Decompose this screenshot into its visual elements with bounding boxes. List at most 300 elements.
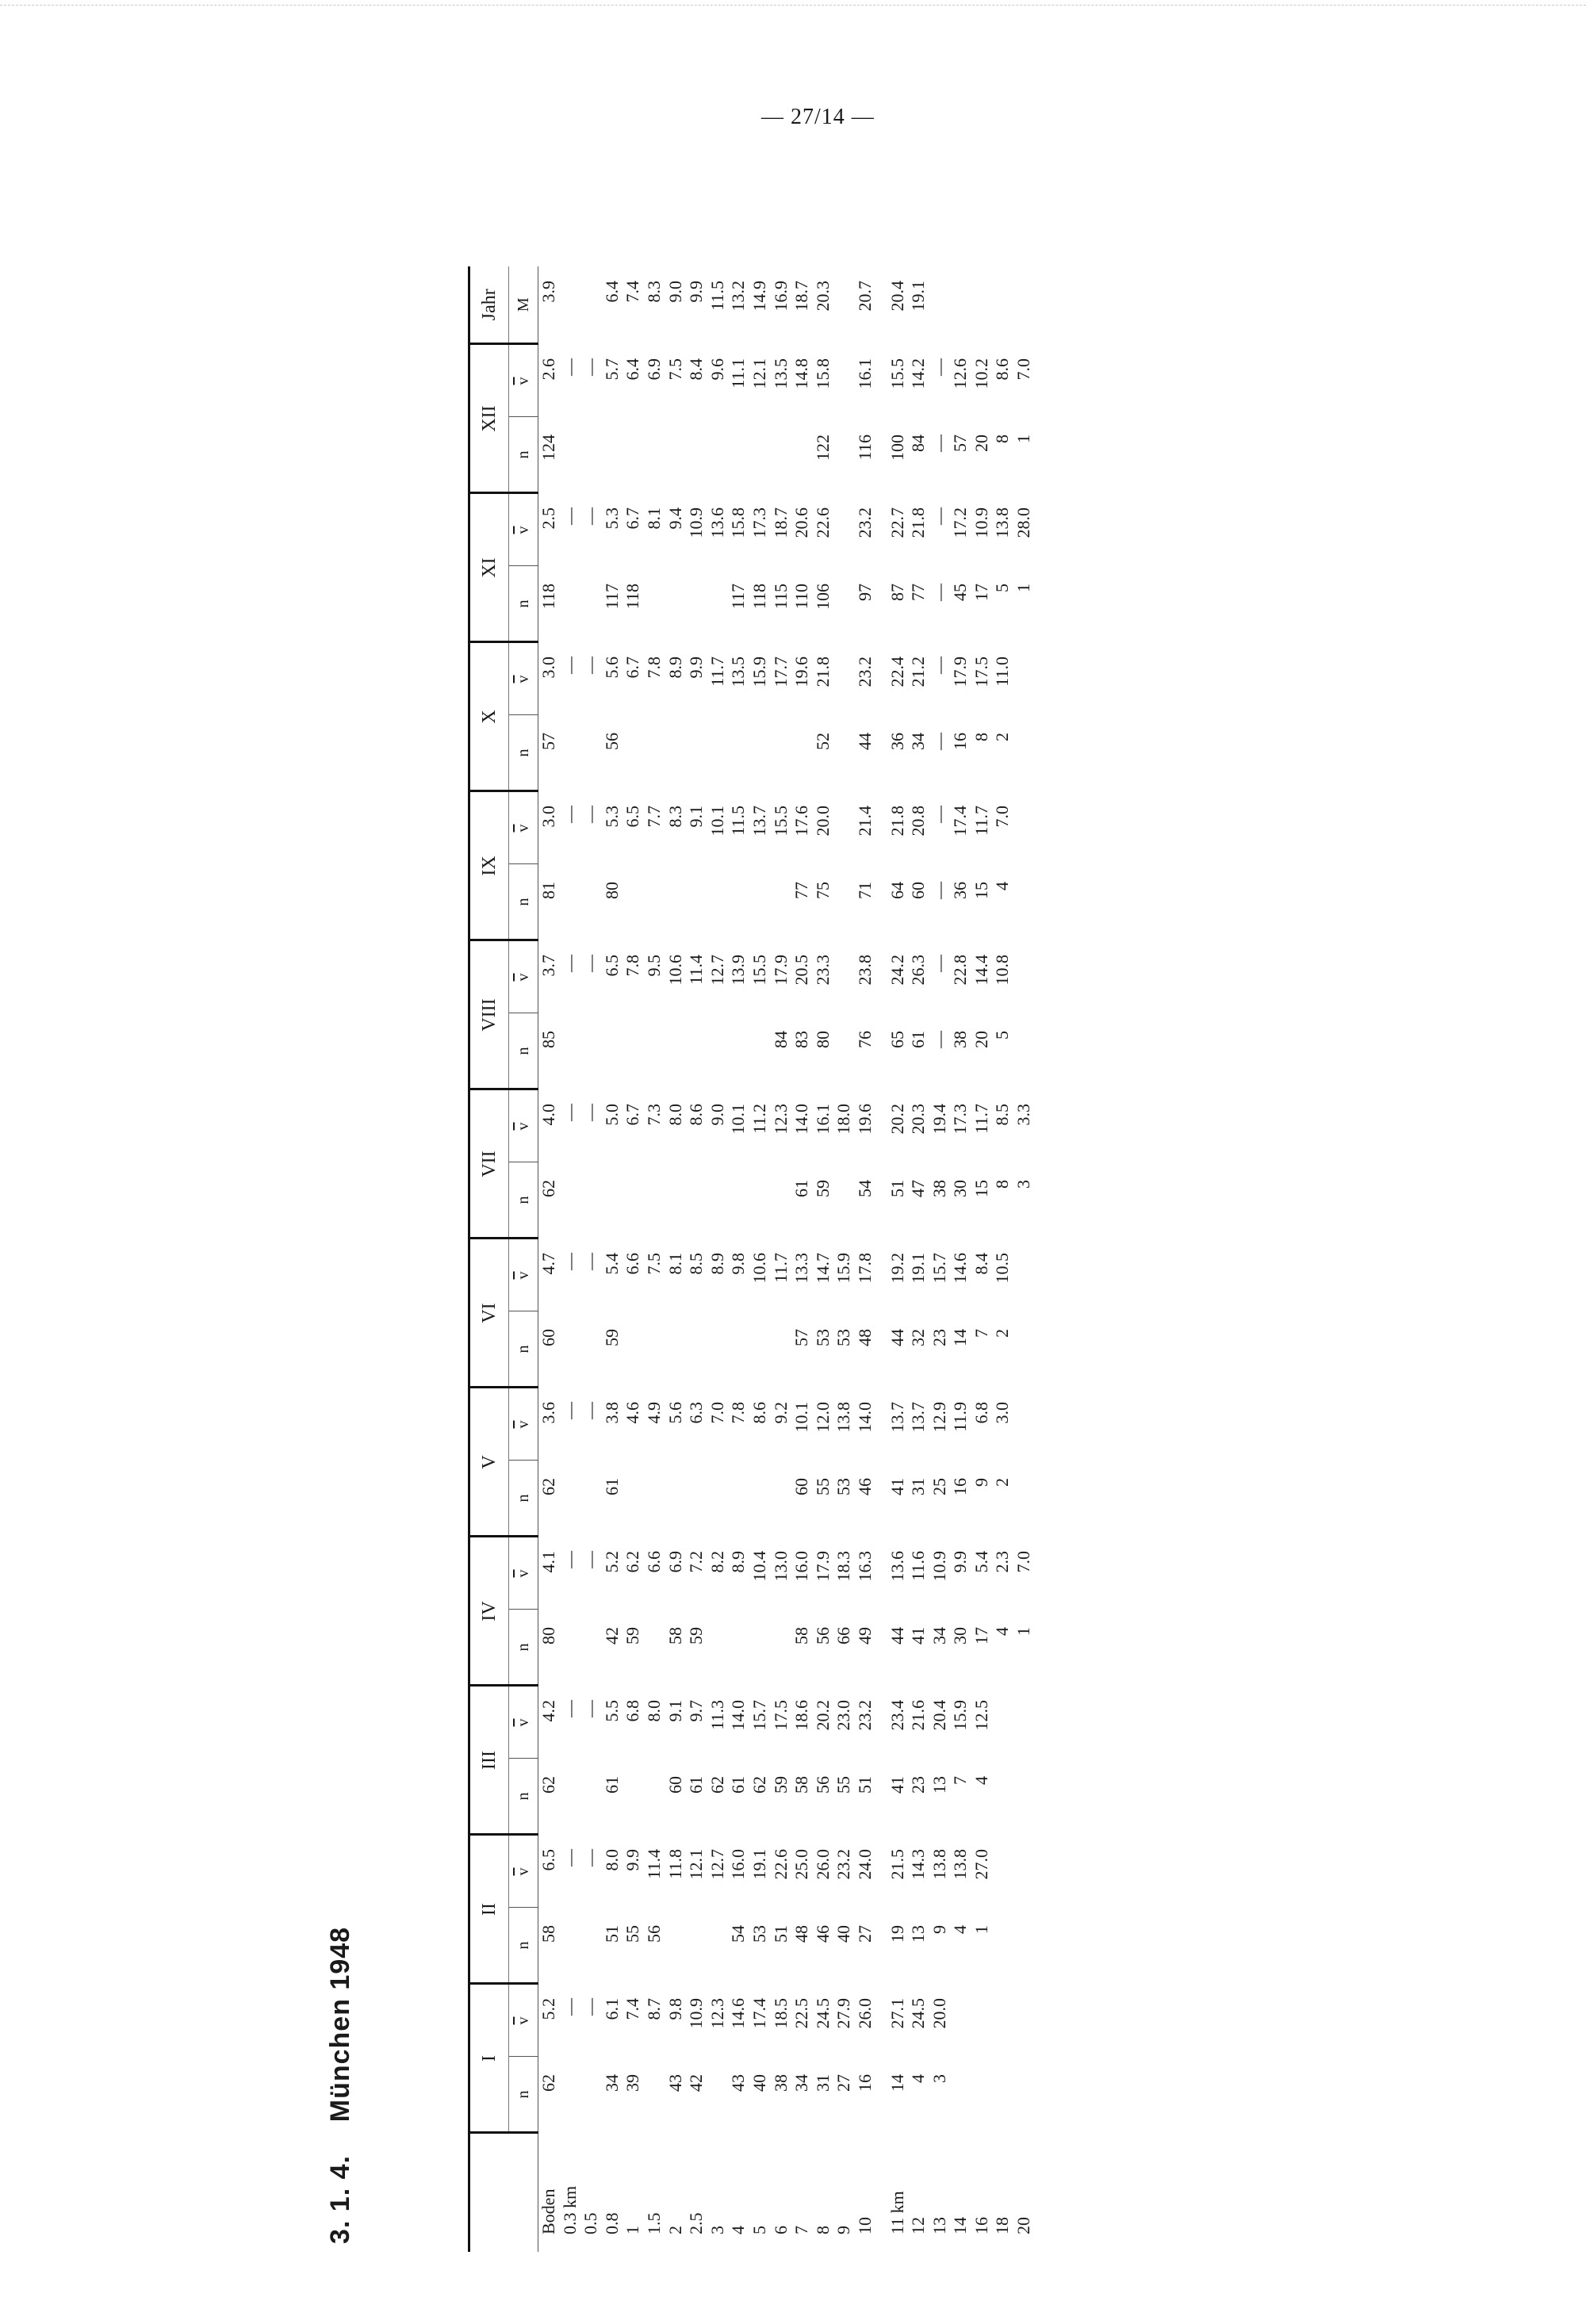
n-cell: [560, 1610, 581, 1686]
v-cell: 6.7: [623, 507, 643, 530]
v-cell: 6.7: [623, 1104, 643, 1126]
level-cell: 12: [908, 2217, 929, 2234]
n-cell: 77: [908, 584, 929, 601]
v-cell: 23.8: [854, 955, 875, 986]
n-cell: 118: [749, 584, 769, 610]
n-subheader: n: [509, 417, 538, 493]
v-cell: 7.0: [1013, 1551, 1034, 1573]
v-cell: 23.2: [854, 507, 875, 538]
v-cell: 7.5: [665, 358, 685, 381]
v-cell: 12.3: [707, 1998, 727, 2029]
v-cell: 8.1: [643, 507, 664, 530]
n-cell: [644, 715, 665, 791]
n-cell: 9: [971, 1478, 991, 1487]
v-cell: 20.2: [887, 1104, 907, 1135]
v-cell: 7.8: [728, 1402, 749, 1424]
v-cell: 20.3: [908, 1104, 929, 1135]
year-mean-cell: 16.9: [770, 281, 791, 312]
month-header: VIII: [469, 940, 509, 1089]
n-cell: 9: [929, 1925, 949, 1934]
v-cell: 15.5: [749, 955, 769, 986]
v-cell: 13.0: [770, 1551, 791, 1582]
v-cell: 10.6: [665, 955, 685, 986]
n-cell: 8: [992, 1180, 1013, 1189]
v-cell: 24.5: [908, 1998, 929, 2029]
n-cell: [707, 1610, 729, 1686]
level-cell: 10: [854, 2217, 875, 2234]
v-cell: —: [580, 1253, 601, 1270]
n-cell: 13: [929, 1776, 949, 1794]
v-cell: 6.5: [538, 1849, 558, 1871]
v-cell: [1013, 940, 1035, 1013]
v-cell: [1013, 1388, 1035, 1461]
v-cell: 12.0: [812, 1402, 833, 1433]
n-cell: 2: [992, 733, 1013, 741]
v-cell: 23.3: [812, 955, 833, 986]
v-cell: 9.9: [623, 1849, 643, 1871]
n-cell: 56: [601, 733, 622, 750]
n-cell: 30: [950, 1180, 971, 1197]
level-cell: 0.5: [580, 2212, 601, 2234]
v-cell: 13.8: [833, 1402, 854, 1433]
n-cell: 8: [971, 733, 991, 741]
n-cell: [833, 864, 855, 940]
v-cell: 13.6: [707, 507, 727, 538]
year-mean-cell: 20.4: [887, 281, 907, 312]
n-cell: [728, 864, 749, 940]
n-cell: [728, 1013, 749, 1089]
table-row: [602, 266, 623, 2252]
n-cell: [644, 864, 665, 940]
v-cell: 8.3: [665, 806, 685, 828]
n-cell: 44: [887, 1627, 907, 1644]
n-cell: 14: [950, 1329, 971, 1346]
n-cell: 65: [887, 1031, 907, 1048]
v-cell: —: [559, 358, 580, 376]
n-cell: 51: [887, 1180, 907, 1197]
v-cell: 8.0: [643, 1700, 664, 1722]
n-cell: [665, 864, 687, 940]
v-cell: 8.7: [643, 1998, 664, 2020]
n-cell: [1013, 1759, 1035, 1835]
v-cell: 12.3: [770, 1104, 791, 1135]
v-cell: 11.6: [908, 1551, 929, 1581]
n-cell: 87: [887, 584, 907, 601]
v-cell: 17.3: [950, 1104, 971, 1135]
v-cell: 4.7: [538, 1253, 558, 1275]
n-cell: 58: [791, 1776, 812, 1794]
table-row: [686, 266, 707, 2252]
year-mean-cell: [833, 266, 855, 344]
v-cell: 4.2: [538, 1700, 558, 1722]
n-cell: [707, 864, 729, 940]
v-cell: 14.0: [791, 1104, 812, 1135]
v-cell: 17.5: [770, 1700, 791, 1731]
v-cell: 16.0: [791, 1551, 812, 1582]
n-cell: 48: [791, 1925, 812, 1943]
v-cell: [833, 344, 855, 417]
n-cell: [707, 1908, 729, 1984]
n-cell: 49: [854, 1627, 875, 1644]
v-cell: —: [559, 507, 580, 525]
v-subheader: $\overline{v}$: [509, 344, 538, 417]
v-cell: —: [559, 1849, 580, 1866]
v-cell: 8.5: [686, 1253, 707, 1275]
table-row: [971, 266, 993, 2252]
n-subheader: n: [509, 715, 538, 791]
v-cell: [1013, 642, 1035, 715]
n-cell: [707, 2057, 729, 2133]
v-cell: 15.5: [887, 358, 907, 389]
n-cell: [560, 566, 581, 642]
v-cell: 13.6: [887, 1551, 907, 1582]
spacer-cell: [876, 266, 887, 2252]
n-cell: [749, 1013, 771, 1089]
month-header: VI: [469, 1239, 509, 1388]
v-cell: 8.6: [686, 1104, 707, 1126]
n-cell: 60: [908, 882, 929, 899]
n-cell: 58: [791, 1627, 812, 1644]
n-cell: —: [929, 584, 949, 601]
v-cell: 17.7: [770, 657, 791, 687]
v-cell: 3.6: [538, 1402, 558, 1424]
n-cell: 32: [908, 1329, 929, 1346]
n-cell: [623, 715, 644, 791]
v-cell: 7.8: [623, 955, 643, 977]
v-cell: 6.1: [601, 1998, 622, 2020]
v-cell: 8.6: [749, 1402, 769, 1424]
n-cell: 16: [854, 2074, 875, 2092]
v-cell: 4.0: [538, 1104, 558, 1126]
year-mean-cell: [971, 266, 993, 344]
row-spacer: [876, 266, 887, 2252]
n-cell: 4: [992, 1627, 1013, 1636]
n-cell: 2: [992, 1329, 1013, 1338]
n-cell: [686, 417, 707, 493]
v-cell: 17.8: [854, 1253, 875, 1284]
table-row: [855, 266, 876, 2252]
n-cell: 34: [791, 2074, 812, 2092]
v-cell: 11.7: [707, 657, 727, 687]
v-subheader: $\overline{v}$: [509, 1089, 538, 1162]
v-cell: —: [929, 358, 949, 376]
v-cell: 11.1: [728, 358, 749, 389]
n-cell: [623, 864, 644, 940]
v-cell: 11.4: [686, 955, 707, 985]
level-cell: 20: [1013, 2217, 1034, 2234]
n-cell: [665, 417, 687, 493]
v-cell: —: [580, 806, 601, 823]
v-cell: 15.8: [728, 507, 749, 538]
n-cell: 14: [887, 2074, 907, 2092]
table-row: [728, 266, 749, 2252]
n-cell: [833, 566, 855, 642]
n-cell: 15: [971, 1180, 991, 1197]
v-cell: 24.5: [812, 1998, 833, 2029]
v-subheader: $\overline{v}$: [509, 1686, 538, 1759]
n-cell: [644, 1461, 665, 1537]
v-cell: 11.7: [770, 1253, 791, 1283]
n-cell: [749, 864, 771, 940]
n-cell: 100: [887, 435, 907, 461]
table-row: [833, 266, 855, 2252]
n-cell: [644, 1162, 665, 1239]
n-cell: 43: [728, 2074, 749, 2092]
v-cell: 3.0: [538, 657, 558, 679]
v-cell: 14.2: [908, 358, 929, 389]
n-cell: 84: [908, 435, 929, 452]
v-cell: 22.4: [887, 657, 907, 687]
n-cell: [771, 1610, 792, 1686]
n-subheader: n: [509, 1759, 538, 1835]
v-cell: 10.2: [971, 358, 991, 389]
v-cell: —: [559, 1998, 580, 2016]
v-cell: 15.9: [950, 1700, 971, 1731]
v-cell: [1013, 1686, 1035, 1759]
n-cell: [1013, 1908, 1035, 1984]
n-cell: [728, 1162, 749, 1239]
v-cell: 19.1: [908, 1253, 929, 1284]
month-header: VII: [469, 1089, 509, 1239]
v-subheader: $\overline{v}$: [509, 1984, 538, 2057]
v-cell: 6.3: [686, 1402, 707, 1424]
year-mean-cell: 8.3: [643, 281, 664, 303]
n-cell: [771, 1162, 792, 1239]
v-cell: —: [559, 1104, 580, 1121]
n-cell: 83: [791, 1031, 812, 1048]
n-cell: 97: [854, 584, 875, 601]
n-cell: 84: [770, 1031, 791, 1048]
v-cell: 12.1: [749, 358, 769, 389]
v-cell: 20.2: [812, 1700, 833, 1731]
scan-edge-line: [0, 5, 1586, 6]
v-cell: [833, 791, 855, 864]
n-cell: 51: [854, 1776, 875, 1794]
n-cell: 59: [812, 1180, 833, 1197]
v-cell: —: [559, 1700, 580, 1717]
v-cell: 21.2: [908, 657, 929, 687]
v-cell: 4.1: [538, 1551, 558, 1573]
v-cell: 8.4: [971, 1253, 991, 1275]
n-cell: 62: [538, 1180, 558, 1197]
n-cell: [580, 417, 602, 493]
v-cell: 11.7: [971, 806, 991, 836]
n-cell: [580, 1461, 602, 1537]
n-cell: [728, 417, 749, 493]
n-cell: 44: [854, 733, 875, 750]
v-cell: 14.6: [728, 1998, 749, 2029]
v-cell: 25.0: [791, 1849, 812, 1880]
table-row: [560, 266, 581, 2252]
v-cell: 17.3: [749, 507, 769, 538]
n-cell: [1013, 1013, 1035, 1089]
n-cell: 55: [812, 1478, 833, 1495]
v-cell: 9.4: [665, 507, 685, 530]
level-cell: 4: [728, 2226, 749, 2234]
v-cell: 21.8: [908, 507, 929, 538]
n-cell: [749, 417, 771, 493]
v-cell: —: [559, 806, 580, 823]
n-cell: 53: [833, 1329, 854, 1346]
n-cell: 4: [950, 1925, 971, 1934]
v-cell: 6.7: [623, 657, 643, 679]
v-cell: 21.8: [812, 657, 833, 687]
v-cell: 27.9: [833, 1998, 854, 2029]
v-cell: 18.5: [770, 1998, 791, 2029]
n-cell: 58: [538, 1925, 558, 1943]
n-cell: 34: [908, 733, 929, 750]
n-cell: [665, 1461, 687, 1537]
n-cell: 53: [749, 1925, 769, 1943]
n-subheader: n: [509, 864, 538, 940]
v-cell: —: [929, 657, 949, 674]
v-cell: 13.5: [728, 657, 749, 687]
v-cell: —: [580, 1849, 601, 1866]
v-cell: 3.7: [538, 955, 558, 977]
v-cell: 26.0: [812, 1849, 833, 1880]
n-cell: [1013, 2057, 1035, 2133]
v-cell: [1013, 1835, 1035, 1908]
month-header: X: [469, 642, 509, 791]
v-cell: —: [580, 1998, 601, 2016]
year-mean-cell: 6.4: [601, 281, 622, 303]
v-cell: 16.3: [854, 1551, 875, 1582]
n-cell: 27: [833, 2074, 854, 2092]
v-cell: 17.9: [770, 955, 791, 986]
v-cell: —: [580, 657, 601, 674]
n-cell: 34: [601, 2074, 622, 2092]
v-cell: 23.2: [854, 657, 875, 687]
n-cell: 5: [992, 584, 1013, 592]
v-cell: 9.8: [728, 1253, 749, 1275]
n-cell: 51: [770, 1925, 791, 1943]
v-cell: 8.9: [707, 1253, 727, 1275]
n-cell: 116: [854, 435, 875, 461]
n-cell: 45: [950, 584, 971, 601]
month-header: XII: [469, 344, 509, 493]
v-cell: 10.8: [992, 955, 1013, 986]
level-cell: 2: [665, 2226, 685, 2234]
n-cell: [560, 1013, 581, 1089]
v-cell: —: [559, 955, 580, 972]
n-cell: 56: [812, 1776, 833, 1794]
n-subheader: n: [509, 1311, 538, 1388]
v-cell: 12.9: [929, 1402, 949, 1433]
v-cell: 5.4: [601, 1253, 622, 1275]
v-cell: 12.7: [707, 955, 727, 986]
v-cell: 5.3: [601, 507, 622, 530]
n-cell: 40: [749, 2074, 769, 2092]
v-cell: 7.8: [643, 657, 664, 679]
v-cell: 6.4: [623, 358, 643, 381]
level-cell: 2.5: [686, 2212, 707, 2234]
v-cell: —: [580, 1402, 601, 1419]
n-cell: [644, 1013, 665, 1089]
n-cell: 59: [601, 1329, 622, 1346]
level-cell: 3: [707, 2226, 727, 2234]
n-cell: [580, 1311, 602, 1388]
v-cell: 8.0: [665, 1104, 685, 1126]
n-cell: 54: [854, 1180, 875, 1197]
n-cell: [560, 417, 581, 493]
n-cell: 55: [833, 1776, 854, 1794]
n-cell: [950, 2057, 971, 2133]
v-cell: 9.6: [707, 358, 727, 381]
n-cell: 124: [538, 435, 558, 461]
v-cell: 7.3: [643, 1104, 664, 1126]
v-cell: 4.6: [623, 1402, 643, 1424]
n-cell: [623, 1759, 644, 1835]
v-cell: 6.2: [623, 1551, 643, 1573]
year-mean-cell: 20.7: [854, 281, 875, 312]
v-cell: 2.5: [538, 507, 558, 530]
v-cell: 9.5: [643, 955, 664, 977]
v-cell: [833, 940, 855, 1013]
n-cell: [580, 1759, 602, 1835]
v-cell: 21.6: [908, 1700, 929, 1731]
n-cell: —: [929, 1031, 949, 1048]
level-cell: 0.8: [601, 2212, 622, 2234]
n-cell: 1: [1013, 1627, 1034, 1636]
v-cell: —: [559, 1253, 580, 1270]
n-cell: 43: [665, 2074, 685, 2092]
n-cell: [580, 1610, 602, 1686]
v-cell: 21.5: [887, 1849, 907, 1880]
n-cell: 106: [812, 584, 833, 610]
n-cell: 38: [950, 1031, 971, 1048]
n-cell: 48: [854, 1329, 875, 1346]
n-cell: 60: [538, 1329, 558, 1346]
n-cell: [1013, 1311, 1035, 1388]
v-cell: 16.1: [854, 358, 875, 389]
n-cell: 31: [908, 1478, 929, 1495]
v-cell: 10.1: [728, 1104, 749, 1135]
n-cell: [560, 864, 581, 940]
v-cell: —: [580, 1700, 601, 1717]
v-cell: 7.0: [707, 1402, 727, 1424]
v-cell: 26.0: [854, 1998, 875, 2029]
n-cell: 51: [601, 1925, 622, 1943]
n-cell: 38: [929, 1180, 949, 1197]
v-cell: 2.6: [538, 358, 558, 381]
v-cell: 11.7: [971, 1104, 991, 1134]
v-cell: —: [580, 955, 601, 972]
v-cell: 27.1: [887, 1998, 907, 2029]
n-cell: 59: [770, 1776, 791, 1794]
v-cell: 22.6: [770, 1849, 791, 1880]
table-row: [1013, 266, 1035, 2252]
table-title: [325, 1927, 356, 2244]
table-row: [644, 266, 665, 2252]
n-cell: 59: [686, 1627, 707, 1644]
n-cell: 117: [728, 584, 749, 610]
n-cell: [686, 1162, 707, 1239]
table-row: [707, 266, 729, 2252]
n-cell: 118: [538, 584, 558, 610]
n-cell: 71: [854, 882, 875, 899]
n-cell: [771, 1311, 792, 1388]
v-cell: 11.8: [665, 1849, 685, 1879]
v-cell: 8.0: [601, 1849, 622, 1871]
n-cell: 61: [908, 1031, 929, 1048]
n-cell: [665, 1162, 687, 1239]
n-cell: 41: [908, 1627, 929, 1644]
n-cell: [623, 1311, 644, 1388]
n-cell: 62: [538, 1478, 558, 1495]
n-cell: 47: [908, 1180, 929, 1197]
n-cell: 61: [791, 1180, 812, 1197]
v-cell: 26.3: [908, 955, 929, 986]
